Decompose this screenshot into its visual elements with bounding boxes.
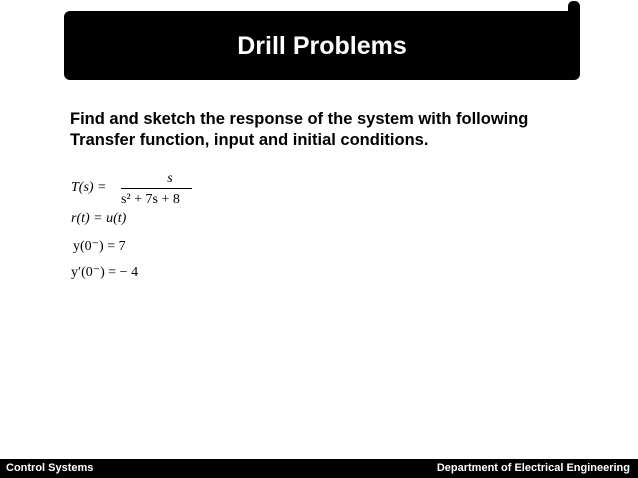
transfer-function-lhs: T(s) = (71, 180, 107, 195)
transfer-function-denominator: s² + 7s + 8 (121, 192, 180, 207)
input-equation: r(t) = u(t) (71, 211, 127, 226)
fraction-bar (121, 188, 192, 189)
footer-course-name: Control Systems (6, 462, 94, 474)
slide-title: Drill Problems (237, 32, 407, 60)
initial-condition-y-prime: y′(0⁻) = − 4 (71, 265, 139, 280)
problem-statement (70, 109, 590, 151)
initial-condition-y: y(0⁻) = 7 (73, 239, 126, 254)
transfer-function-numerator: s (167, 171, 173, 186)
footer-department: Department of Electrical Engineering (436, 462, 630, 474)
problem-statement-line-2: Transfer function, input and initial conditions. (70, 131, 429, 149)
problem-statement-line-1: Find and sketch the response of the system with following (70, 110, 529, 128)
footer-bar (0, 459, 638, 478)
